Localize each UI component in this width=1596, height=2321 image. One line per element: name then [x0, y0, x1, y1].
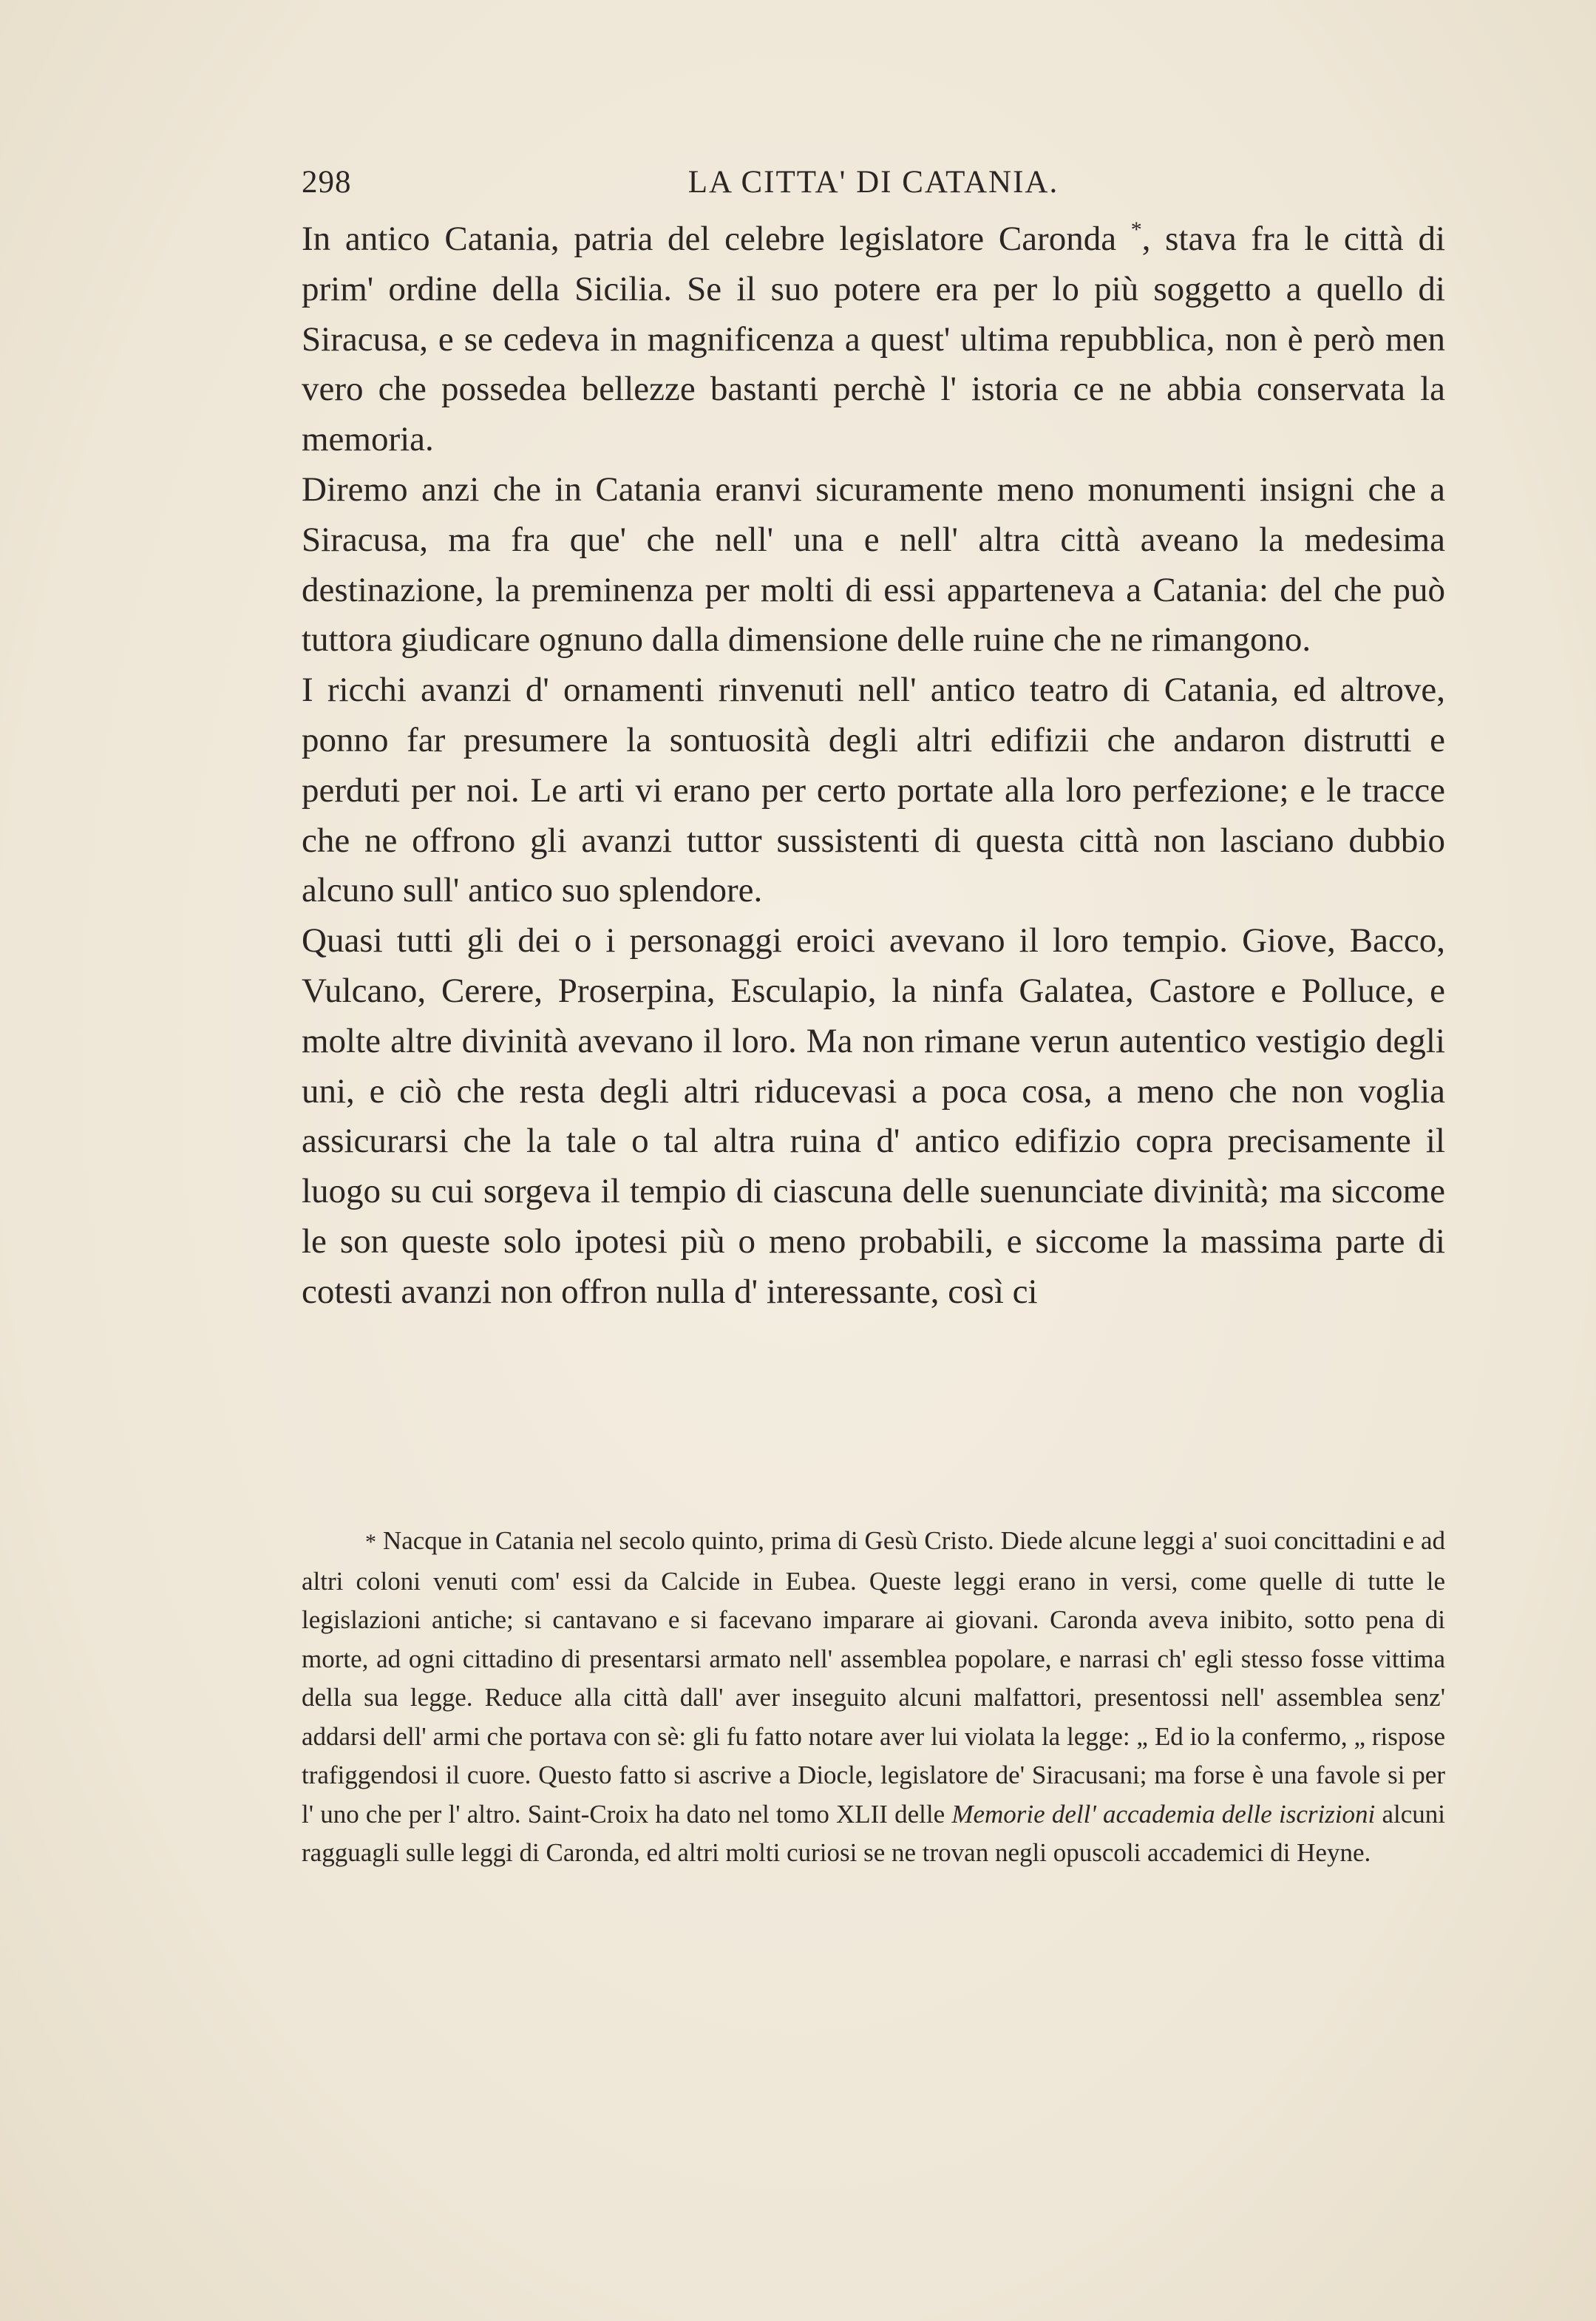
- paragraph-2: Diremo anzi che in Catania eranvi sicuramente meno monumenti insigni che a Siracusa, ma fra que' che nell' una e nell' altra città aveano la medesima destinazione, la preminenza per molti di essi apparteneva a Catania: del che può tuttora giudicare ognuno dalla dimensione delle ruine che ne rimangono.: [302, 470, 1445, 660]
- footnote-mark: *: [365, 1530, 376, 1554]
- page-number: 298: [302, 165, 352, 200]
- paragraph-3: I ricchi avanzi d' ornamenti rinvenuti nell' antico teatro di Catania, ed altrove, ponno far presumere la sontuosità degli altri edifizii che andaron distrutti e perduti per noi. Le arti vi erano per certo portate alla loro perfezione; e le tracce che ne offrono gli avanzi tuttor sussistenti di questa città non lasciano dubbio alcuno sull' antico suo splendore.: [302, 671, 1445, 910]
- footnote-text-start: Nacque in Catania nel secolo quinto, prima di Gesù Cristo. Diede alcune leggi a' suoi concittadini e ad altri coloni venuti com' essi da Calcide in Eubea. Queste leggi erano in versi, come quelle di tutte le legislazioni antiche; si cantavano e si facevano imparare ai giovani. Caronda aveva inibito, sotto pena di morte, ad ogni cittadino di presentarsi armato nell' assemblea popolare, e narrasi ch' egli stesso fosse vittima della sua legge. Reduce alla città dall' aver inseguito alcuni malfattori, presentossi nell' assemblea senz' addarsi dell' armi che portava con sè: gli fu fatto notare aver lui violata la legge: „ Ed io la confermo, „ rispose trafiggendosi il cuore. Questo fatto si ascrive a Diocle, legislatore de' Siracusani; ma forse è una favole si per l' uno che per l' altro. Saint-Croix ha dato nel tomo XLII delle: [302, 1526, 1445, 1829]
- footnote: [302, 1522, 1445, 1873]
- footnote-reference-mark: *: [1130, 217, 1142, 242]
- main-text: [302, 214, 1445, 1318]
- footnote-italic-title: Memorie dell' accademia delle iscrizioni: [951, 1799, 1376, 1829]
- footnote-text-end: alcuni ragguagli sulle leggi di Caronda, ed altri molti curiosi se ne trovan negli opuscoli accademici di Heyne.: [302, 1799, 1445, 1867]
- page-header: [302, 164, 1445, 216]
- paragraph-1-start: In antico Catania, patria del celebre legislatore Caronda: [302, 220, 1131, 258]
- paragraph-1-rest: , stava fra le città di prim' ordine della Sicilia. Se il suo potere era per lo più soggetto a quello di Siracusa, e se cedeva in magnificenza a quest' ultima repubblica, non è però men vero che possedea bellezze bastanti perchè l' istoria ce ne abbia conservata la memoria.: [302, 220, 1445, 459]
- paragraph-1: [302, 214, 1445, 465]
- running-title: LA CITTA' DI CATANIA.: [687, 165, 1059, 200]
- paragraph-4: Quasi tutti gli dei o i personaggi eroici avevano il loro tempio. Giove, Bacco, Vulcano, Cerere, Proserpina, Esculapio, la ninfa Galatea, Castore e Polluce, e molte altre divinità avevano il loro. Ma non rimane verun autentico vestigio degli uni, e ciò che resta degli altri riducevasi a poca cosa, a meno che non voglia assicurarsi che la tale o tal altra ruina d' antico edifizio copra precisamente il luogo su cui sorgeva il tempio di ciascuna delle suenunciate divinità; ma siccome le son queste solo ipotesi più o meno probabili, e siccome la massima parte di cotesti avanzi non offron nulla d' interessante, così ci: [302, 921, 1445, 1311]
